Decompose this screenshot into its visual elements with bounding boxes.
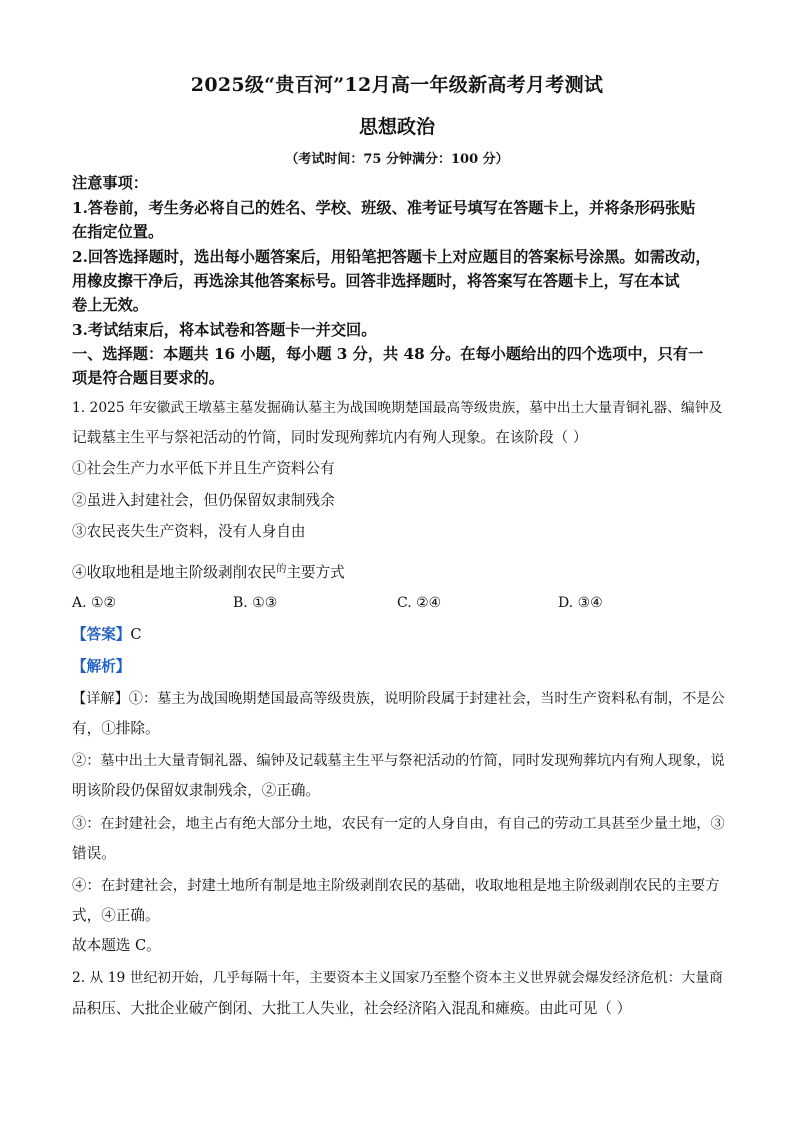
detail-1-text: ①：墓主为战国晚期楚国最高等级贵族，说明阶段属于封建社会，当时生产资料私有制，不是公 xyxy=(128,691,725,707)
q1-stem-line1: 1. 2025 年安徽武王墩墓主墓发掘确认墓主为战国晚期楚国最高等级贵族，墓中出土大量青铜礼器、编钟及 xyxy=(72,400,723,416)
exam-title: 2025级“贵百河”12月高一年级新高考月考测试 xyxy=(190,74,604,96)
q1-detail-3-line1: ③：在封建社会，地主占有绝大部分土地，农民有一定的人身自由，有自己的劳动工具甚至少量土地，③ xyxy=(72,816,725,832)
q1-option-a: A. ①② xyxy=(72,595,117,611)
q1-detail-4-line1: ④：在封建社会，封建土地所有制是地主阶级剥削农民的基础，收取地租是地主阶级剥削农民的主要方 xyxy=(72,878,720,894)
q1-detail-3-line2: 错误。 xyxy=(72,845,116,862)
q1-detail-1-line1 xyxy=(72,688,725,710)
q1-detail-2-line2: 明该阶段仍保留奴隶制残余，②正确。 xyxy=(72,782,321,799)
q1-statement-2: ②虽进入封建社会，但仍保留奴隶制残余 xyxy=(72,492,335,509)
section1-line2: 项是符合题目要求的。 xyxy=(72,369,224,387)
q1-conclusion: 故本题选 C。 xyxy=(72,937,161,954)
q2-stem-line1: 2. 从 19 世纪初开始，几乎每隔十年，主要资本主义国家乃至整个资本主义世界就会爆发经济危机：大量商 xyxy=(72,970,723,986)
notice-item1-line2: 在指定位置。 xyxy=(72,223,164,241)
q1-statement-4-sup: 的 xyxy=(276,564,287,575)
q1-answer-line xyxy=(72,624,142,646)
q1-statement-4-text: ④收取地租是地主阶级剥削农民 xyxy=(72,564,277,581)
notice-item2-line2: 用橡皮擦干净后，再选涂其他答案标号。回答非选择题时，将答案写在答题卡上，写在本试 xyxy=(72,272,680,290)
q1-option-b: B. ①③ xyxy=(233,595,278,611)
subject-title: 思想政治 xyxy=(358,116,435,138)
q2-stem-line2: 品积压、大批企业破产倒闭、大批工人失业，社会经济陷入混乱和瘫痪。由此可见（ ） xyxy=(72,1000,632,1017)
q1-stem-line2: 记载墓主生平与祭祀活动的竹简，同时发现殉葬坑内有殉人现象。在该阶段（ ） xyxy=(72,429,588,446)
notice-item1-line1: 1.答卷前，考生务必将自己的姓名、学校、班级、准考证号填写在答题卡上，并将条形码张贴 xyxy=(72,199,696,217)
q1-statement-1: ①社会生产力水平低下并且生产资料公有 xyxy=(72,460,335,477)
notice-item3: 3.考试结束后，将本试卷和答题卡一并交回。 xyxy=(72,321,377,339)
q1-detail-1-line2: 有，①排除。 xyxy=(72,720,160,737)
q1-detail-2-line1: ②：墓中出土大量青铜礼器、编钟及记载墓主生平与祭祀活动的竹简，同时发现殉葬坑内有殉人现象，说 xyxy=(72,753,725,769)
notice-item2-line1: 2.回答选择题时，选出每小题答案后，用铅笔把答题卡上对应题目的答案标号涂黑。如需改动， xyxy=(72,248,711,266)
notice-heading: 注意事项： xyxy=(72,174,148,192)
section1-line1: 一、选择题：本题共 16 小题，每小题 3 分，共 48 分。在每小题给出的四个选项中，只有一 xyxy=(72,345,704,363)
analysis-tag: 【解析】 xyxy=(72,658,131,675)
q1-statement-4 xyxy=(72,559,345,584)
q1-analysis-line xyxy=(72,656,130,678)
q1-statement-3: ③农民丧失生产资料，没有人身自由 xyxy=(72,523,306,540)
answer-tag: 【答案】 xyxy=(72,626,131,643)
q1-statement-4-text-end: 主要方式 xyxy=(286,564,345,581)
q1-option-d: D. ③④ xyxy=(558,595,603,611)
q1-detail-4-line2: 式，④正确。 xyxy=(72,907,160,924)
exam-info: （考试时间：75 分钟满分：100 分） xyxy=(285,152,509,167)
detail-tag: 【详解】 xyxy=(72,691,129,707)
q1-option-c: C. ②④ xyxy=(397,595,442,611)
answer-value: C xyxy=(130,626,142,643)
notice-item2-line3: 卷上无效。 xyxy=(72,296,148,314)
